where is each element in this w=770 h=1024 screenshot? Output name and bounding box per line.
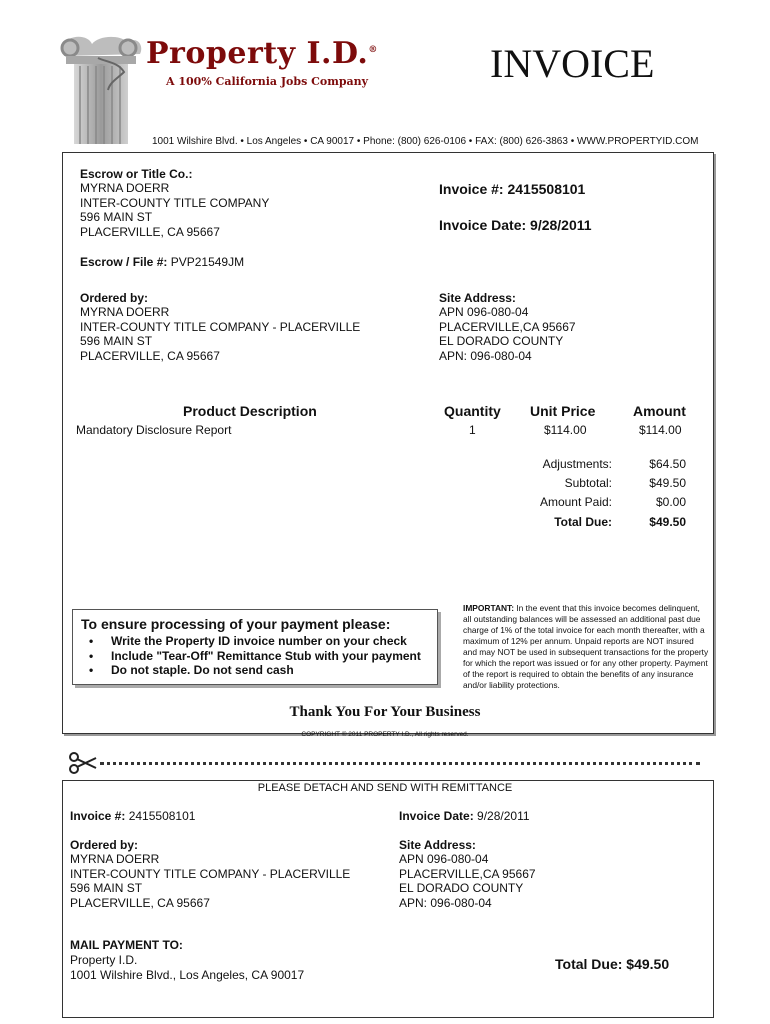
line-item-unit-price: $114.00 [544, 423, 587, 437]
stub-ordered-by-line: PLACERVILLE, CA 95667 [70, 896, 210, 910]
stub-total-due-value: $49.50 [626, 956, 670, 972]
bill-to-line: 596 MAIN ST [80, 210, 153, 224]
stub-invoice-number [70, 809, 195, 824]
bill-to-label: Escrow or Title Co.: [80, 167, 193, 181]
stub-site-address-line: APN 096-080-04 [399, 852, 489, 866]
invoice-date-value: 9/28/2011 [530, 217, 592, 233]
stub-ordered-by-line: 596 MAIN ST [70, 881, 143, 895]
site-address-line: APN 096-080-04 [439, 305, 529, 319]
site-address-line: PLACERVILLE,CA 95667 [439, 320, 576, 334]
stub-site-address-label: Site Address: [399, 838, 476, 852]
company-address-line: 1001 Wilshire Blvd. • Los Angeles • CA 90017 • Phone: (800) 626-0106 • FAX: (800) 626-3863 • WWW.PROPERTYID.COM [152, 136, 699, 147]
payment-instructions-title: To ensure processing of your payment please: [81, 616, 391, 632]
invoice-number-value: 2415508101 [507, 181, 586, 197]
column-header-amount: Amount [633, 403, 686, 419]
mail-payment-line: 1001 Wilshire Blvd., Los Angeles, CA 90017 [70, 968, 305, 982]
column-header-quantity: Quantity [444, 403, 501, 419]
mail-payment-label: MAIL PAYMENT TO: [70, 938, 183, 952]
list-item [81, 634, 429, 649]
site-address-line: EL DORADO COUNTY [439, 334, 564, 348]
stub-site-address-line: EL DORADO COUNTY [399, 881, 524, 895]
column-capital-logo-icon [58, 32, 144, 144]
subtotal-value: $49.50 [649, 476, 686, 490]
trademark-mark: ® [368, 45, 378, 55]
stub-invoice-date-label: Invoice Date: [399, 809, 474, 823]
stub-ordered-by-label: Ordered by: [70, 838, 139, 852]
scissors-icon [68, 752, 98, 774]
instruction-text: Include "Tear-Off" Remittance Stub with your payment [111, 648, 421, 663]
amount-paid-label: Amount Paid: [539, 495, 612, 509]
important-text: In the event that this invoice becomes delinquent, all outstanding balances will be assessed an additional past due charge of 1% of the total invoice for each month thereafter, with a maximum of 12% per annum. Unpaid reports are NOT insured and may NOT be used in subsequent transactions for the property for which the report was issued or for any other property. Payment of the report is required to obtain the benefits of any insurance and/or liability protections. [463, 603, 709, 690]
payment-instructions-list [81, 634, 429, 678]
ordered-by-line: 596 MAIN ST [80, 334, 153, 348]
adjustments-label: Adjustments: [542, 457, 612, 471]
ordered-by-label: Ordered by: [80, 291, 149, 305]
brand-name [146, 36, 378, 71]
invoice-number-label: Invoice #: [439, 181, 504, 197]
important-notice [463, 603, 709, 691]
stub-site-address-line: PLACERVILLE,CA 95667 [399, 867, 536, 881]
ordered-by-line: MYRNA DOERR [80, 305, 170, 319]
total-due-label: Total Due: [554, 515, 612, 529]
escrow-file-number [80, 255, 244, 270]
adjustments-value: $64.50 [649, 457, 686, 471]
stub-ordered-by-line: INTER-COUNTY TITLE COMPANY - PLACERVILLE [70, 867, 351, 881]
stub-invoice-number-value: 2415508101 [128, 809, 196, 823]
bullet-icon: • [89, 648, 94, 663]
escrow-value: PVP21549JM [170, 255, 245, 269]
brand-name-text: Property I.D. [146, 36, 369, 71]
stub-ordered-by-line: MYRNA DOERR [70, 852, 160, 866]
bill-to-line: MYRNA DOERR [80, 181, 170, 195]
column-header-unit-price: Unit Price [530, 403, 596, 419]
instruction-text: Write the Property ID invoice number on your check [111, 634, 407, 648]
brand-tagline: A 100% California Jobs Company [166, 75, 369, 88]
stub-site-address-line: APN: 096-080-04 [399, 896, 492, 910]
list-item [81, 663, 429, 678]
site-address-label: Site Address: [439, 291, 516, 305]
remittance-stub-title: PLEASE DETACH AND SEND WITH REMITTANCE [257, 782, 513, 794]
stub-invoice-date [399, 809, 530, 824]
tear-off-line [100, 762, 700, 765]
mail-payment-line: Property I.D. [70, 953, 138, 967]
column-header-description: Product Description [183, 403, 317, 419]
document-title: INVOICE [490, 41, 655, 86]
line-item-description: Mandatory Disclosure Report [76, 423, 232, 437]
escrow-label: Escrow / File #: [80, 255, 168, 269]
list-item [81, 649, 429, 664]
line-item-quantity: 1 [469, 423, 476, 437]
invoice-date-label: Invoice Date: [439, 217, 527, 233]
bullet-icon: • [89, 663, 94, 678]
stub-total-due [555, 956, 669, 972]
amount-paid-value: $0.00 [655, 495, 686, 509]
bullet-icon: • [89, 634, 94, 648]
total-due-value: $49.50 [649, 515, 686, 529]
bill-to-line: INTER-COUNTY TITLE COMPANY [80, 196, 270, 210]
ordered-by-line: PLACERVILLE, CA 95667 [80, 349, 220, 363]
stub-invoice-date-value: 9/28/2011 [477, 809, 530, 823]
bill-to-line: PLACERVILLE, CA 95667 [80, 225, 220, 239]
thank-you-message: Thank You For Your Business [289, 704, 481, 720]
payment-instructions-box [72, 609, 438, 685]
site-address-line: APN: 096-080-04 [439, 349, 532, 363]
ordered-by-line: INTER-COUNTY TITLE COMPANY - PLACERVILLE [80, 320, 361, 334]
line-item-amount: $114.00 [639, 423, 682, 437]
copyright-notice: COPYRIGHT © 2011 PROPERTY I.D., All rights reserved. [301, 731, 469, 738]
subtotal-label: Subtotal: [564, 476, 612, 490]
invoice-date [439, 217, 592, 233]
stub-total-due-label: Total Due: [555, 956, 623, 972]
invoice-number [439, 181, 585, 197]
important-label: IMPORTANT: [463, 603, 515, 613]
stub-invoice-number-label: Invoice #: [70, 809, 126, 823]
instruction-text: Do not staple. Do not send cash [111, 663, 294, 678]
